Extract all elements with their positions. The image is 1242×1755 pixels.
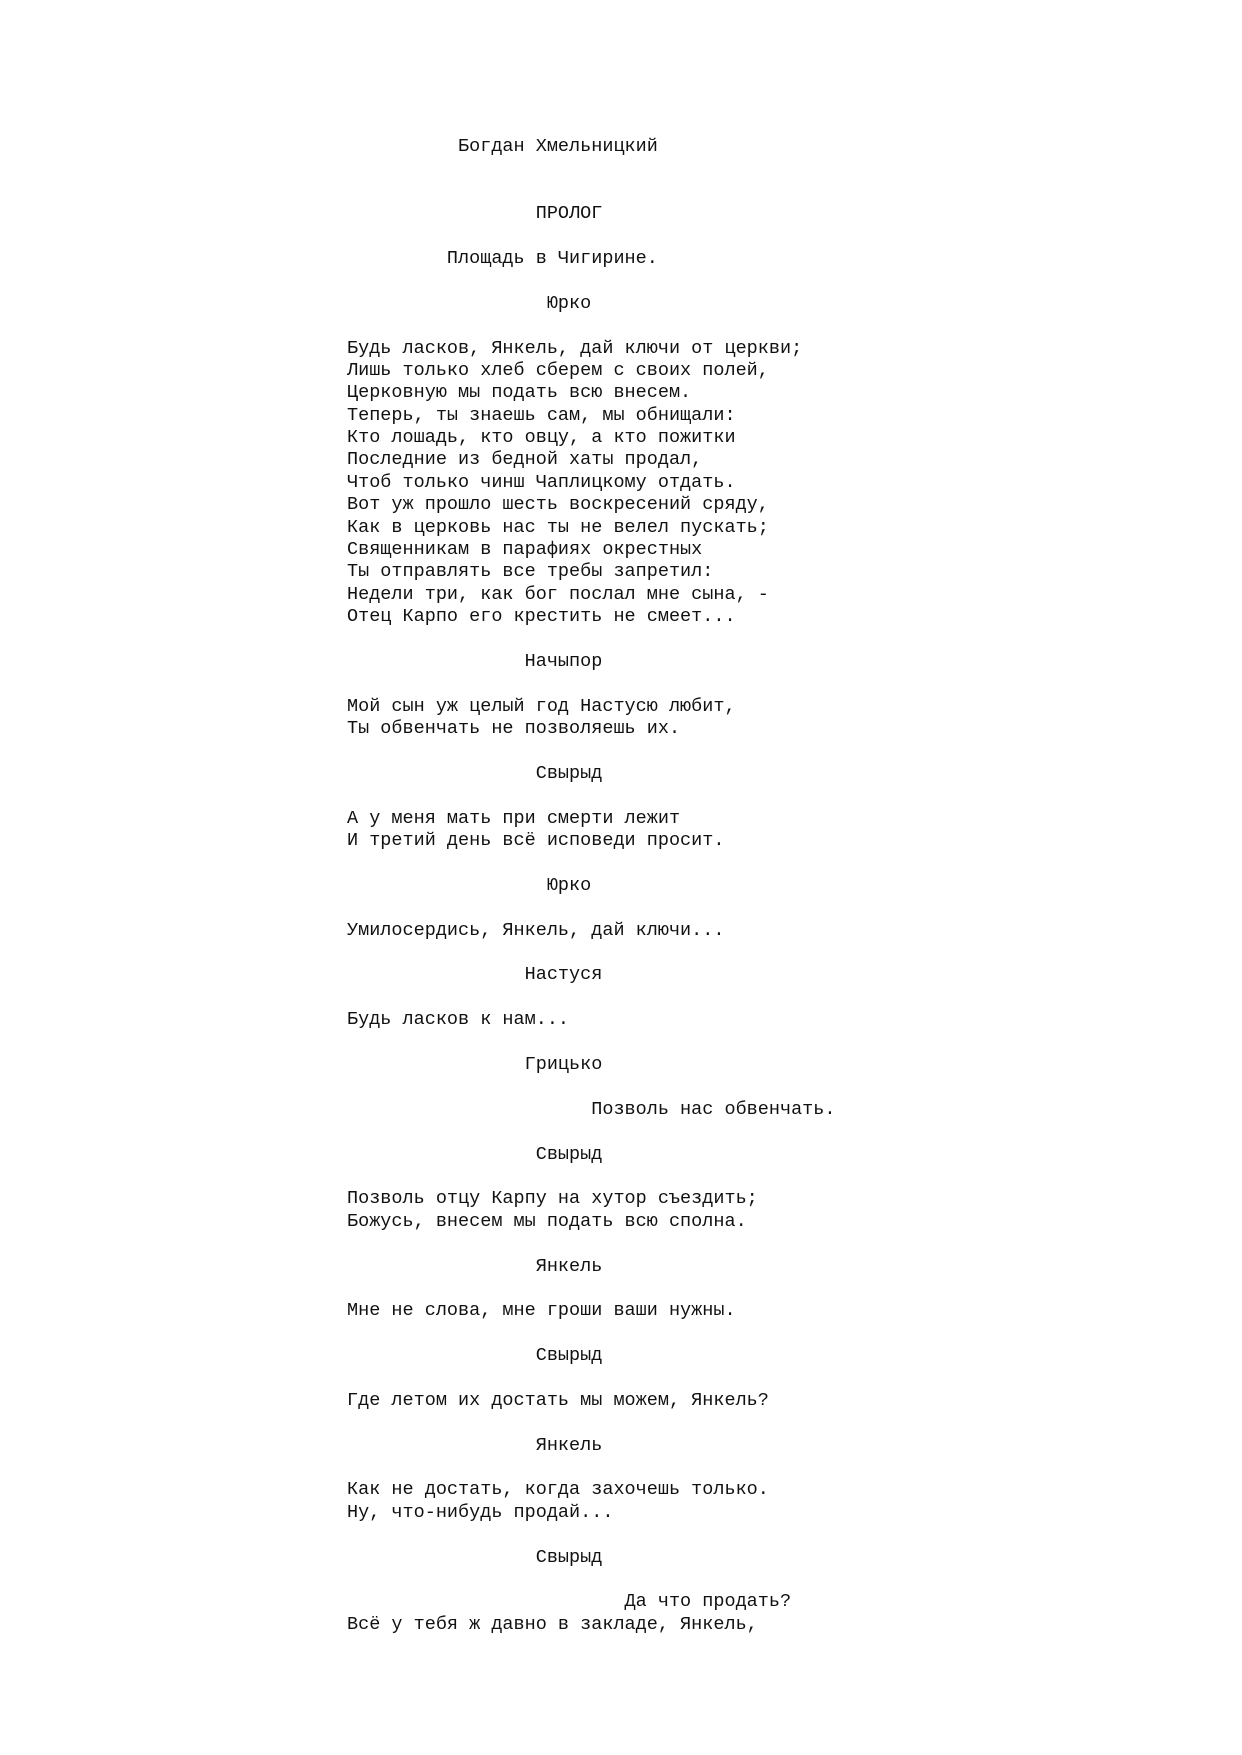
text-line: Янкель	[347, 1434, 603, 1456]
blank-line	[347, 629, 1147, 651]
text-line: Будь ласков, Янкель, дай ключи от церкви;	[347, 337, 803, 359]
text-line: Где летом их достать мы можем, Янкель?	[347, 1389, 769, 1411]
text-line: Свырыд	[347, 1546, 603, 1568]
blank-line	[347, 987, 1147, 1009]
text-line: Лишь только хлеб сберем с своих полей,	[347, 359, 769, 381]
text-line: Да что продать?	[347, 1591, 792, 1613]
text-line: Позволь нас обвенчать.	[347, 1098, 836, 1120]
text-line: Церковную мы подать всю внесем.	[347, 382, 692, 404]
blank-line	[347, 1032, 1147, 1054]
blank-line	[347, 1457, 1147, 1479]
text-line: Юрко	[347, 874, 592, 896]
text-line: Настуся	[347, 964, 603, 986]
text-line: Вот уж прошло шесть воскресений сряду,	[347, 494, 769, 516]
blank-line	[347, 1367, 1147, 1389]
text-line: Начыпор	[347, 650, 603, 672]
text-line: Всё у тебя ж давно в закладе, Янкель,	[347, 1613, 758, 1635]
text-line: Священникам в парафиях окрестных	[347, 539, 703, 561]
blank-line	[347, 1412, 1147, 1434]
text-line: Чтоб только чинш Чаплицкому отдать.	[347, 471, 736, 493]
text-line: Ну, что-нибудь продай...	[347, 1501, 614, 1523]
text-line: Мой сын уж целый год Настусю любит,	[347, 695, 736, 717]
text-line: Как не достать, когда захочешь только.	[347, 1479, 769, 1501]
text-line: Ты отправлять все требы запретил:	[347, 561, 714, 583]
text-line: Грицько	[347, 1054, 603, 1076]
blank-line	[347, 1278, 1147, 1300]
blank-line	[347, 785, 1147, 807]
text-line: Теперь, ты знаешь сам, мы обнищали:	[347, 404, 736, 426]
blank-line	[347, 741, 1147, 763]
blank-line	[347, 226, 1147, 248]
text-line: Отец Карпо его крестить не смеет...	[347, 606, 736, 628]
text-line: Кто лошадь, кто овцу, а кто пожитки	[347, 427, 736, 449]
text-line: Ты обвенчать не позволяешь их.	[347, 718, 681, 740]
text-line: ПРОЛОГ	[347, 203, 603, 225]
text-line: Богдан Хмельницкий	[347, 136, 658, 157]
blank-line	[347, 942, 1147, 964]
text-line: Площадь в Чигирине.	[347, 247, 658, 269]
blank-line	[347, 158, 1147, 180]
blank-line	[347, 1524, 1147, 1546]
text-line: Свырыд	[347, 1345, 603, 1367]
text-line: А у меня мать при смерти лежит	[347, 807, 681, 829]
blank-line	[347, 1233, 1147, 1255]
text-line: Будь ласков к нам...	[347, 1009, 570, 1031]
blank-line	[347, 1076, 1147, 1098]
text-line: Божусь, внесем мы подать всю сполна.	[347, 1210, 747, 1232]
text-line: Свырыд	[347, 762, 603, 784]
blank-line	[347, 1323, 1147, 1345]
text-line: Как в церковь нас ты не велел пускать;	[347, 516, 769, 538]
text-line: Свырыд	[347, 1143, 603, 1165]
blank-line	[347, 270, 1147, 292]
text-line: Юрко	[347, 292, 592, 314]
blank-line	[347, 853, 1147, 875]
blank-line	[347, 315, 1147, 337]
text-line: Мне не слова, мне гроши ваши нужны.	[347, 1300, 736, 1322]
text-line: Позволь отцу Карпу на хутор съездить;	[347, 1188, 758, 1210]
play-text	[347, 136, 1147, 1636]
text-line: Недели три, как бог послал мне сына, -	[347, 583, 769, 605]
blank-line	[347, 1569, 1147, 1591]
text-line: Янкель	[347, 1255, 603, 1277]
blank-line	[347, 897, 1147, 919]
blank-line	[347, 1166, 1147, 1188]
text-line: И третий день всё исповеди просит.	[347, 830, 725, 852]
text-line: Умилосердись, Янкель, дай ключи...	[347, 919, 725, 941]
blank-line	[347, 181, 1147, 203]
blank-line	[347, 673, 1147, 695]
text-line: Последние из бедной хаты продал,	[347, 449, 703, 471]
blank-line	[347, 1121, 1147, 1143]
